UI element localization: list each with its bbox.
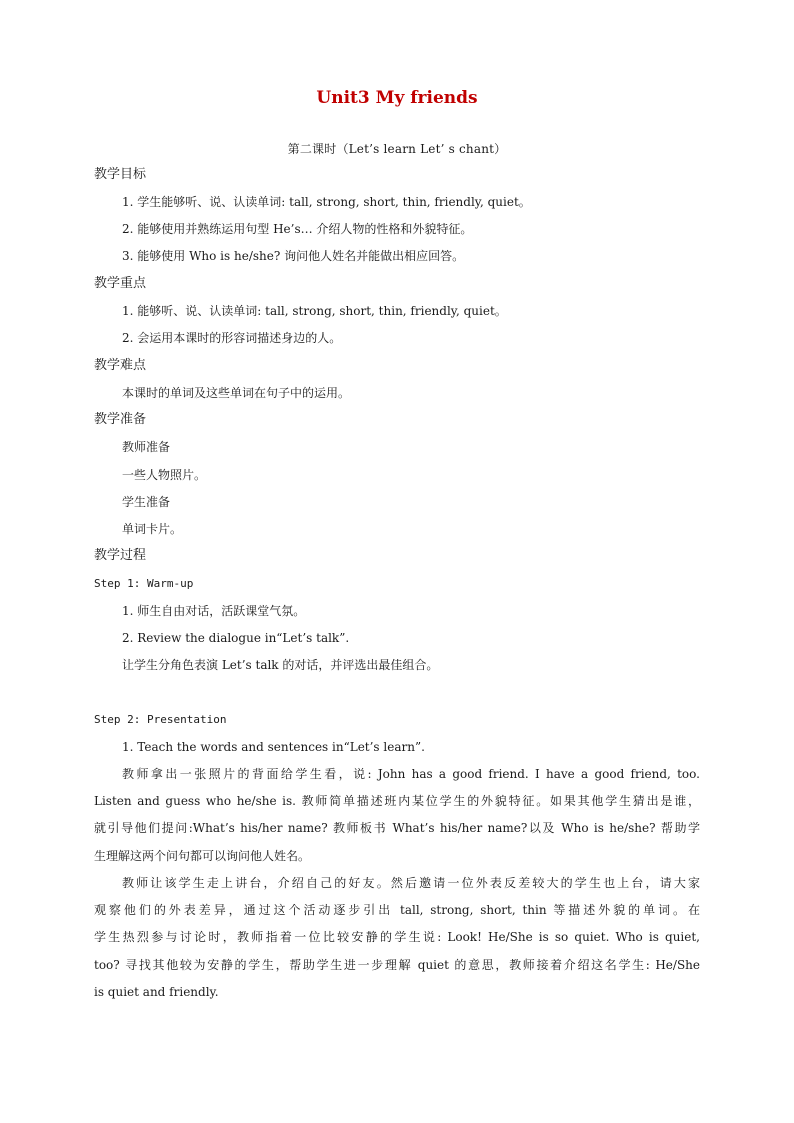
step2-paragraph-2 xyxy=(94,870,700,1006)
objective-item: 2. 能够使用并熟练运用句型 He’s… 介绍人物的性格和外貌特征。 xyxy=(122,222,473,236)
preparation-heading: 教学准备 xyxy=(94,412,147,427)
paragraph-line: too? 寻找其他较为安静的学生，帮助学生进一步理解 quiet 的意思，教师接着介绍这名学生: He/She xyxy=(94,957,700,972)
preparation-item: 学生准备 xyxy=(122,495,171,509)
step2-heading: Step 2: Presentation xyxy=(94,713,227,726)
objectives-heading: 教学目标 xyxy=(94,167,147,182)
preparation-item: 单词卡片。 xyxy=(122,522,183,536)
paragraph-line: 就引导他们提问:What’s his/her name? 教师板书 What’s his/her name?以及 Who is he/she? 帮助学 xyxy=(94,821,700,836)
objective-item: 1. 学生能够听、说、认读单词: tall, strong, short, thin, friendly, quiet。 xyxy=(122,195,531,209)
step1-item: 2. Review the dialogue in“Let’s talk”. xyxy=(122,631,350,645)
paragraph-line: 观察他们的外表差异，通过这个活动逐步引出 tall, strong, short, thin 等描述外貌的单词。在 xyxy=(94,903,700,918)
paragraph-line: 学生热烈参与讨论时，教师指着一位比较安静的学生说: Look! He/She is so quiet. Who is quiet, xyxy=(94,930,700,945)
paragraph-line: Listen and guess who he/she is. 教师简单描述班内某位学生的外貌特征。如果其他学生猜出是谁， xyxy=(94,794,700,809)
lesson-subtitle: 第二课时（Let’s learn Let’ s chant） xyxy=(287,142,507,156)
paragraph-line: 教师让该学生走上讲台，介绍自己的好友。然后邀请一位外表反差较大的学生也上台，请大家 xyxy=(122,876,700,890)
paragraph-line: 教师拿出一张照片的背面给学生看，说: John has a good friend. I have a good friend, too. xyxy=(122,767,700,781)
step1-heading: Step 1: Warm-up xyxy=(94,577,194,590)
step2-paragraph-1 xyxy=(94,761,700,870)
key-points-heading: 教学重点 xyxy=(94,276,147,291)
process-heading: 教学过程 xyxy=(94,548,147,563)
preparation-item: 一些人物照片。 xyxy=(122,468,207,482)
step1-item: 1. 师生自由对话，活跃课堂气氛。 xyxy=(122,604,306,618)
page-title: Unit3 My friends xyxy=(316,88,478,108)
difficulties-text: 本课时的单词及这些单词在句子中的运用。 xyxy=(122,386,351,400)
paragraph-line: is quiet and friendly. xyxy=(94,984,219,999)
key-point-item: 2. 会运用本课时的形容词描述身边的人。 xyxy=(122,331,342,345)
difficulties-heading: 教学难点 xyxy=(94,358,147,373)
preparation-item: 教师准备 xyxy=(122,440,171,454)
paragraph-line: 生理解这两个问句都可以询问他人姓名。 xyxy=(94,848,311,863)
key-point-item: 1. 能够听、说、认读单词: tall, strong, short, thin, friendly, quiet。 xyxy=(122,304,507,318)
objective-item: 3. 能够使用 Who is he/she? 询问他人姓名并能做出相应回答。 xyxy=(122,249,465,263)
step2-item: 1. Teach the words and sentences in“Let’s learn”. xyxy=(122,740,425,754)
step1-item: 让学生分角色表演 Let’s talk 的对话，并评选出最佳组合。 xyxy=(122,658,439,672)
